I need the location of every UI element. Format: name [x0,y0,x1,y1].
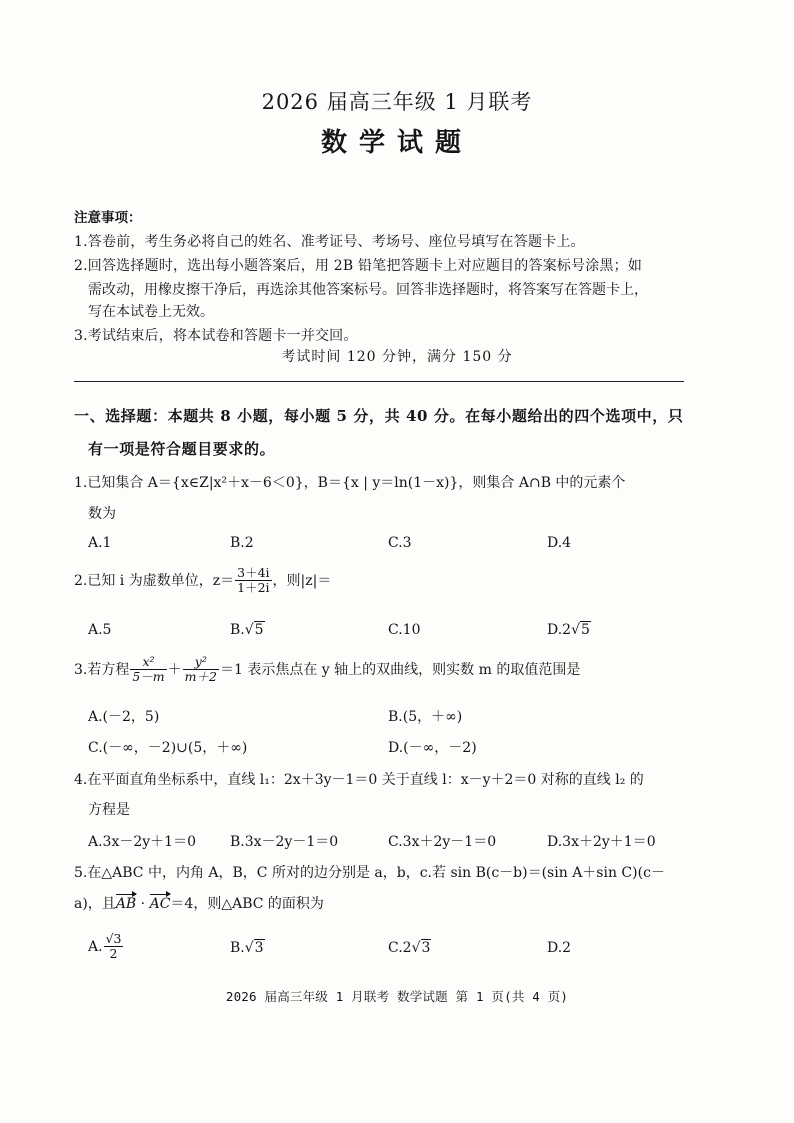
question-5-option-a-fraction [104,932,124,962]
question-3-option-b[interactable]: B.(5，＋∞) [388,709,463,725]
question-1-option-a[interactable]: A.1 [88,535,112,551]
notice-item-2-line-3: 写在本试卷上无效。 [88,304,214,320]
question-5-text-line-1: 在△ABC 中，内角 A，B，C 所对的边分别是 a，b，c.若 sin B(c－b)＝(sin A＋sin C)(c－ [87,865,665,881]
question-2-option-d-sqrt: √5 [571,622,590,638]
question-2-stem [74,566,331,596]
question-4-text-line-1: 在平面直角坐标系中，直线 l₁：2x＋3y－1＝0 关于直线 l：x－y＋2＝0 对称的直线 l₂ 的 [87,772,644,788]
section-heading-line-1: 一、选择题：本题共 8 小题，每小题 5 分，共 40 分。在每小题给出的四个选项中，只 [74,407,684,425]
vector-ac: AC [149,896,171,912]
question-3-text-pre: 若方程 [87,661,130,678]
question-4-option-c[interactable]: C.3x＋2y－1＝0 [388,834,497,850]
question-2-text-pre: 已知 i 为虚数单位，z＝ [87,572,235,589]
question-5-option-c-label: C.2 [388,940,412,956]
question-4-option-d[interactable]: D.3x＋2y＋1＝0 [547,834,656,850]
question-2-option-d-label: D.2 [547,622,572,638]
section-heading-line-2: 有一项是符合题目要求的。 [88,440,276,458]
question-1-option-d[interactable]: D.4 [547,535,572,551]
question-5-option-a-denominator: 2 [109,946,118,962]
question-2-text-post: ，则|z|＝ [272,572,332,589]
question-2-fraction-numerator: 3＋4i [237,565,270,580]
question-3-option-a[interactable]: A.(－2，5) [88,709,160,725]
question-5-option-b[interactable] [230,940,265,956]
question-5-text-line-2-pre: a)，且 [74,896,116,912]
question-4-option-a[interactable]: A.3x－2y＋1＝0 [88,834,196,850]
page-footer: 2026 届高三年级 1 月联考 数学试题 第 1 页(共 4 页) [225,989,569,1004]
question-3-text-post: ＝1 表示焦点在 y 轴上的双曲线，则实数 m 的取值范围是 [219,661,581,678]
question-5-option-b-sqrt: √3 [244,940,264,956]
notice-item-3: 3.考试结束后，将本试卷和答题卡一并交回。 [74,328,358,344]
question-4-option-b[interactable]: B.3x－2y－1＝0 [230,834,339,850]
question-5-text-line-2-post: ＝4，则△ABC 的面积为 [170,896,324,912]
exam-title: 2026 届高三年级 1 月联考 [261,90,533,114]
question-2-option-b[interactable] [230,622,265,638]
question-3-fraction-2 [183,655,219,685]
question-1-stem [74,472,625,492]
question-3-option-d[interactable]: D.(－∞，－2) [388,740,477,756]
question-2-option-b-label: B. [230,622,245,638]
question-2-fraction [235,566,271,596]
question-5-option-d[interactable]: D.2 [547,940,572,956]
question-5-stem [74,862,665,882]
notice-heading: 注意事项： [74,210,142,226]
question-5-option-a[interactable] [88,932,124,962]
question-3-option-c[interactable]: C.(－∞，－2)∪(5，＋∞) [88,740,248,756]
question-5-text-line-2 [74,893,324,913]
question-1-text-line-1: 已知集合 A＝{x∈Z|x²＋x－6＜0}，B＝{x | y＝ln(1－x)}，则集合 A∩B 中的元素个 [87,475,626,491]
question-3-fraction-2-denominator: m＋2 [184,669,217,685]
question-4-stem [74,769,644,789]
notice-item-2-line-1: 2.回答选择题时，选出每小题答案后，用 2B 铅笔把答题卡上对应题目的答案标号涂黑；如 [74,258,643,274]
question-1-option-b[interactable]: B.2 [230,535,254,551]
question-3-fraction-1-denominator: 5－m [132,669,165,685]
question-5-option-c-radicand: 3 [421,940,431,956]
question-5-option-a-numerator: √3 [105,931,122,946]
question-5-option-b-radicand: 3 [254,940,264,956]
question-3-fraction-2-numerator: y² [183,655,219,670]
question-5-number: 5. [74,865,88,881]
notice-item-2-line-2: 需改动，用橡皮擦干净后，再选涂其他答案标号。回答非选择题时，将答案写在答题卡上， [88,282,648,298]
question-2-fraction-denominator: 1＋2i [237,580,270,596]
question-5-option-c[interactable] [388,940,431,956]
question-3-number: 3. [74,661,88,678]
question-2-option-d-radicand: 5 [581,622,590,638]
divider-rule [74,381,684,382]
question-4-text-line-2: 方程是 [88,802,130,818]
question-1-number: 1. [74,475,88,491]
question-2-number: 2. [74,572,88,589]
question-5-option-a-label: A. [88,938,103,955]
vector-ab: AB [115,896,137,912]
question-3-fraction-1-numerator: x² [130,655,166,670]
question-3-stem [74,655,580,685]
question-3-fraction-1 [130,655,166,685]
question-2-option-b-radicand: 5 [254,622,264,638]
question-2-option-d[interactable] [547,622,591,638]
question-2-option-c[interactable]: C.10 [388,622,421,638]
question-5-dot: · [136,896,150,912]
question-2-option-a[interactable]: A.5 [88,622,112,638]
subject-title: 数学试题 [320,128,473,158]
question-1-text-line-2: 数为 [88,506,116,522]
question-1-option-c[interactable]: C.3 [388,535,412,551]
question-4-number: 4. [74,772,88,788]
exam-info: 考试时间 120 分钟，满分 150 分 [281,349,513,365]
question-2-option-b-sqrt: √5 [244,622,264,638]
question-5-option-b-label: B. [230,940,245,956]
notice-item-1: 1.答卷前，考生务必将自己的姓名、准考证号、考场号、座位号填写在答题卡上。 [74,234,585,250]
question-3-plus: ＋ [167,661,182,678]
question-5-option-c-sqrt: √3 [411,940,431,956]
question-5-option-a-radicand: 3 [113,931,122,946]
